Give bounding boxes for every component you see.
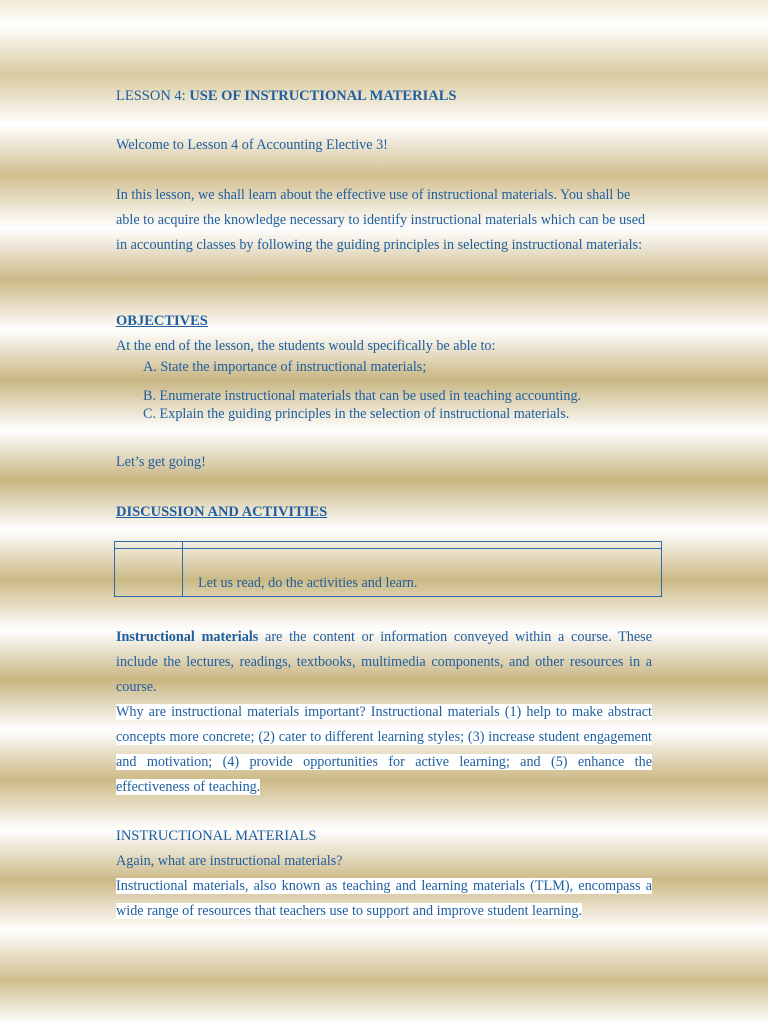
box-divider — [182, 542, 183, 596]
im-heading: INSTRUCTIONAL MATERIALS — [116, 828, 317, 844]
objective-item: A. State the importance of instructional materials; — [143, 359, 427, 375]
lesson-title — [116, 84, 652, 109]
activity-box — [114, 541, 662, 597]
objectives-lead: At the end of the lesson, the students would specifically be able to: — [116, 338, 496, 354]
box-top-rule — [115, 548, 661, 549]
lesson-title-text: USE OF INSTRUCTIONAL MATERIALS — [189, 88, 457, 104]
discussion-heading: DISCUSSION AND ACTIVITIES — [116, 504, 328, 520]
intro-paragraph: In this lesson, we shall learn about the effective use of instructional materials. You shall be able to acquire the knowledge necessary to identify instructional materials which can be used in accounting classes by following the guiding principles in selecting instructional materials: — [116, 187, 646, 253]
im-term: Instructional materials — [116, 629, 259, 645]
objective-item: C. Explain the guiding principles in the selection of instructional materials. — [143, 406, 570, 422]
instructional-materials-paragraph — [116, 625, 652, 700]
activity-box-text: Let us read, do the activities and learn. — [198, 575, 418, 591]
again-question: Again, what are instructional materials? — [116, 853, 343, 869]
why-text: Why are instructional materials important? Instructional materials (1) help to make abstract concepts more concrete; (2) cater to different learning styles; (3) increase student engagement and motivation; (4) provide opportunities for active learning; and (5) enhance the effectiveness of teaching. — [116, 704, 652, 795]
im-definition: are the content or information conveyed within a course. These include the lectures, readings, textbooks, multimedia components, and other resources in a course. — [116, 629, 652, 695]
welcome-text: Welcome to Lesson 4 of Accounting Elective 3! — [116, 137, 388, 153]
objective-item: B. Enumerate instructional materials that can be used in teaching accounting. — [143, 388, 582, 404]
tlm-text: Instructional materials, also known as teaching and learning materials (TLM), encompass a wide range of resources that teachers use to support and improve student learning. — [116, 878, 652, 919]
lesson-label: LESSON 4: — [116, 88, 190, 104]
lets-go-text: Let’s get going! — [116, 454, 206, 470]
objectives-heading: OBJECTIVES — [116, 313, 208, 329]
objectives-list — [143, 358, 581, 423]
why-paragraph — [116, 700, 652, 800]
tlm-paragraph — [116, 874, 652, 924]
